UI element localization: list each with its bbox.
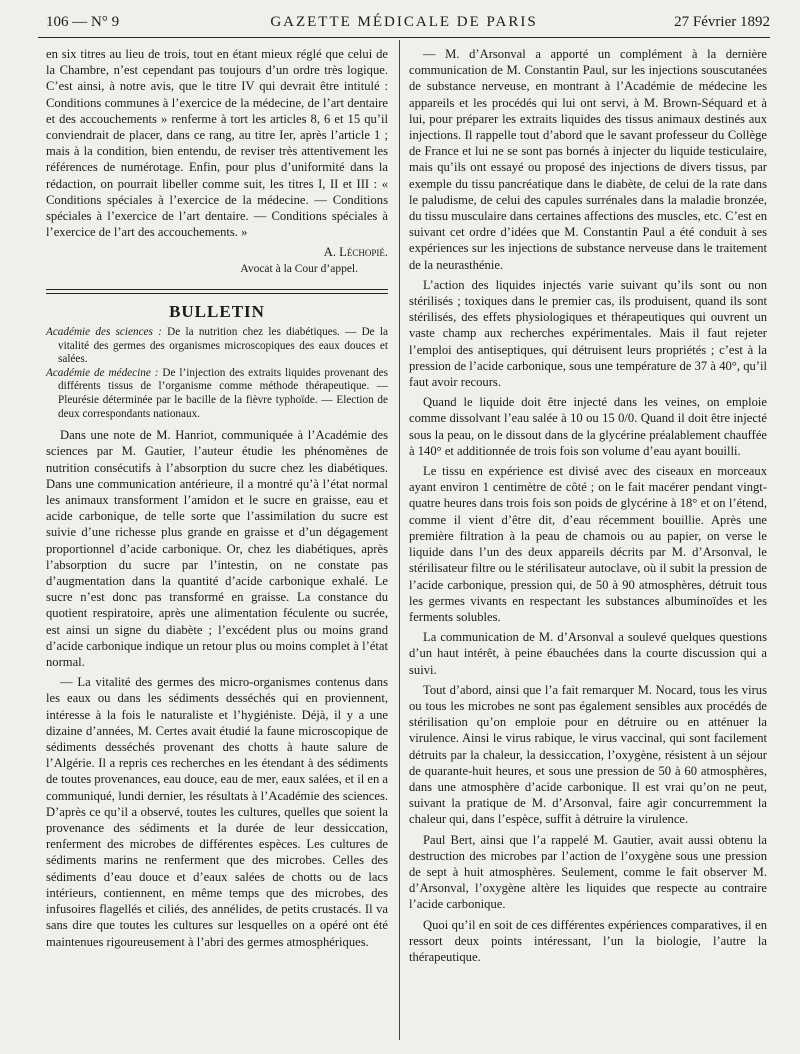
author-name: A. Léchopié.	[323, 245, 388, 260]
paragraph: L’action des liquides injectés varie suivant qu’ils sont ou non stérilisés ; toxiques dans le premier cas, ils produisent, quand ils sont stérilisés, des effets physiologiques et thérapeutiques qui ouvrent un vaste champ aux recherches expérimentales. Mais il faut rejeter l’emploi des antiseptiques, qui détruisent leurs propriétés ; c’est à la pression de l’acide carbonique, sous une température de 37 à 40°, qu’il faut avoir recours.	[409, 277, 767, 390]
section-double-rule	[46, 289, 388, 294]
paragraph: — La vitalité des germes des micro-organismes contenus dans les eaux ou dans les sédiments desséchés qui en proviennent, intéresse à la fois le naturaliste et l’hygiéniste. Déjà, il y a une dizaine d’années, M. Certes avait étudié la faune microscopique de sédiments desséchés provenant des chotts à haute salure de l’Algérie. Il a repris ces recherches en les étendant à des sédiments de toutes provenances, eau douce, eau de mer, eaux salées, et il en a communiqué, lundi dernier, les résultats à l’Académie des sciences. D’après ce qu’il a observé, toutes les cultures, quelles que soient la provenance des sédiments et la durée de leur dessiccation, renferment des microbes de différentes espèces. Les cultures de sédiments marins ne renferment que des microbes. Celles des sédiments d’eau douce et d’eaux salées de chotts ou de lacs intérieurs, contiennent, en même temps que des microbes, des infusoires flagellés et ciliés, des annélides, de petits crustacés. Il va sans dire que toutes les cultures sur lesquelles on a opéré ont été maintenues rigoureusement à l’abri des germes atmosphériques.	[46, 675, 388, 949]
paragraph: Paul Bert, ainsi que l’a rappelé M. Gautier, avait aussi obtenu la destruction des microbes par l’action de l’oxygène sous une pression de sept à huit atmosphères. Seulement, comme le fait observer M. d’Arsonval, l’oxygène altère les liquides que respecte au contraire l’acide carbonique.	[409, 832, 767, 912]
paragraph: Dans une note de M. Hanriot, communiquée à l’Académie des sciences par M. Gautier, l’auteur étudie les phénomènes de nutrition consécutifs à l’absorption du sucre chez les diabétiques. Dans une communication antérieure, il a montré qu’à l’état normal les animaux transforment l’amidon et le sucre en graisse, eau et acide carbonique, de telle sorte que l’assimilation du sucre est suivie d’une richesse plus grande en graisse et d’un dégagement proportionnel d’acide carbonique. Or, chez les diabétiques, après l’absorption du sucre par l’intestin, on ne constate pas d’augmentation dans la quantité d’acide carbonique exhalé. Le sucre n’est donc pas transformé en graisse. La constance du quotient respiratoire, après une alimentation féculente ou sucrée, est ainsi un signe du diabète ; l’excédent plus ou moins grand d’acide carbonique indique un retour plus ou moins complet à l’état normal.	[46, 428, 388, 670]
article-continuation: en six titres au lieu de trois, tout en étant mieux réglé que celui de la Chambre, n’est cependant pas toujours d’un ordre très logique. C’est ainsi, à notre avis, que le titre IV qui devrait être intitulé : Conditions communes à l’exercice de la médecine, de l’art dentaire et des accouchements » renferme à tort les articles 8, 6 et 15 qu’il conviendrait de placer, dans ce rang, au titre Ier, après l’article 1 ; mais à la condition, bien entendu, de reviser très attentivement les références de numérotage. Enfin, pour plus d’uniformité dans la rédaction, on pourrait libeller comme suit, les titres I, II et III : « Conditions spéciales à l’exercice de la médecine. — Conditions spéciales à l’exercice de l’art dentaire. — Conditions spéciales à l’exercice de l’art des accouchements. »	[46, 47, 388, 240]
paragraph: — M. d’Arsonval a apporté un complément à la dernière communication de M. Constantin Paul, sur les injections souscutanées de substance nerveuse, en montrant à l’Académie de médecine les appareils et les procédés qui lui ont servi, à M. Brown-Séquard et à lui, pour préparer les extraits liquides des tissus animaux destinés aux injections. Il rappelle tout d’abord que le savant professeur du Collège de France et lui ne se sont pas bornés à injecter du liquide testiculaire, mais qu’ils ont essayé ou proposé des injections de divers tissus, par exemple du tissu pancréatique dans le diabète, de celui de la rate dans le paludisme, de celui des capules surrénales dans la maladie bronzée, du tissu musculaire dans certaines affections des muscles, etc. C’est en suivant cet ordre d’idées que M. Constantin Paul a été conduit à ses expériences sur les injections de substance nerveuse dans le traitement de la neurasthénie.	[409, 47, 767, 272]
page-header	[38, 10, 770, 34]
paragraph: Tout d’abord, ainsi que l’a fait remarquer M. Nocard, tous les virus ou tous les microbes ne sont pas également sensibles aux procédés de stérilisation qu’on emploie pour en détruire ou en atténuer la virulence. Ainsi le virus rabique, le virus vaccinal, qui sont facilement détruits par la chaleur, la dessiccation, l’oxygène, résistent à un séjour de quarante-huit heures, et sous une pression de 50 à 60 atmosphères, dans une atmosphère d’acide carbonique. Il est vrai qu’on ne peut, suivant la pratique de M. d’Arsonval, faire agir concurremment la chaleur qui, dans l’espèce, suffit à détruire la virulence.	[409, 682, 767, 827]
bulletin-summary	[46, 326, 388, 421]
summary-item	[46, 367, 388, 421]
paragraph: Quand le liquide doit être injecté dans les veines, on emploie comme dissolvant l’eau salée à 10 ou 15 0/0. Quand il doit être injecté sous la peau, on le dissout dans de la glycérine préalablement chauffée à 140° et additionnée de trois fois son volume d’eau ayant bouilli.	[409, 395, 767, 458]
summary-text: De l’injection des extraits liquides provenant des différents tissus de l’organisme comme méthode thérapeutique. — Pleurésie déterminée par le bacille de la fièvre typhoïde. — Election de deux correspondants nationaux.	[58, 366, 388, 420]
paragraph: La communication de M. d’Arsonval a soulevé quelques questions d’un haut intérêt, à peine ébauchées dans la courte discussion qui a suivi.	[409, 630, 767, 677]
summary-label: Académie de médecine :	[46, 366, 159, 379]
summary-text: De la nutrition chez les diabétiques. — De la vitalité des germes des organismes microscopiques des eaux douces et salées.	[58, 326, 389, 366]
header-rule	[38, 37, 770, 38]
left-column	[46, 46, 388, 954]
column-separator	[399, 40, 400, 1040]
issue-date: 27 Février 1892	[674, 14, 770, 30]
journal-title: GAZETTE MÉDICALE DE PARIS	[270, 14, 538, 30]
summary-label: Académie des sciences :	[46, 326, 162, 339]
paragraph: Quoi qu’il en soit de ces différentes expériences comparatives, il en ressort deux points intéressant, l’un la biologie, l’autre la thérapeutique.	[409, 917, 767, 964]
section-title: BULLETIN	[169, 301, 265, 321]
signature-name	[46, 244, 388, 260]
page-number: 106 — N° 9	[46, 14, 120, 30]
summary-item	[46, 326, 388, 367]
paragraph: Le tissu en expérience est divisé avec des ciseaux en morceaux ayant environ 1 centimètre de côté ; on le fait macérer pendant vingt-quatre heures dans trois fois son poids de glycérine à 18° et on l’étend, comme il vient d’être dit, d’eau récemment bouillie. Après une première filtration à la peau de chamois ou au papier, on verse le liquide dans l’un des deux appareils décrits par M. d’Arsonval, le stérilisateur filtre ou le stérilisateur autoclave, où il subit la pression de l’acide carbonique, pression qui, de 50 à 90 atmosphères, détruit tous les germes vivants en respectant les substances albuminoïdes et les ferments solubles.	[409, 464, 767, 624]
signature-title: Avocat à la Cour d’appel.	[240, 262, 358, 275]
right-column	[409, 46, 767, 969]
